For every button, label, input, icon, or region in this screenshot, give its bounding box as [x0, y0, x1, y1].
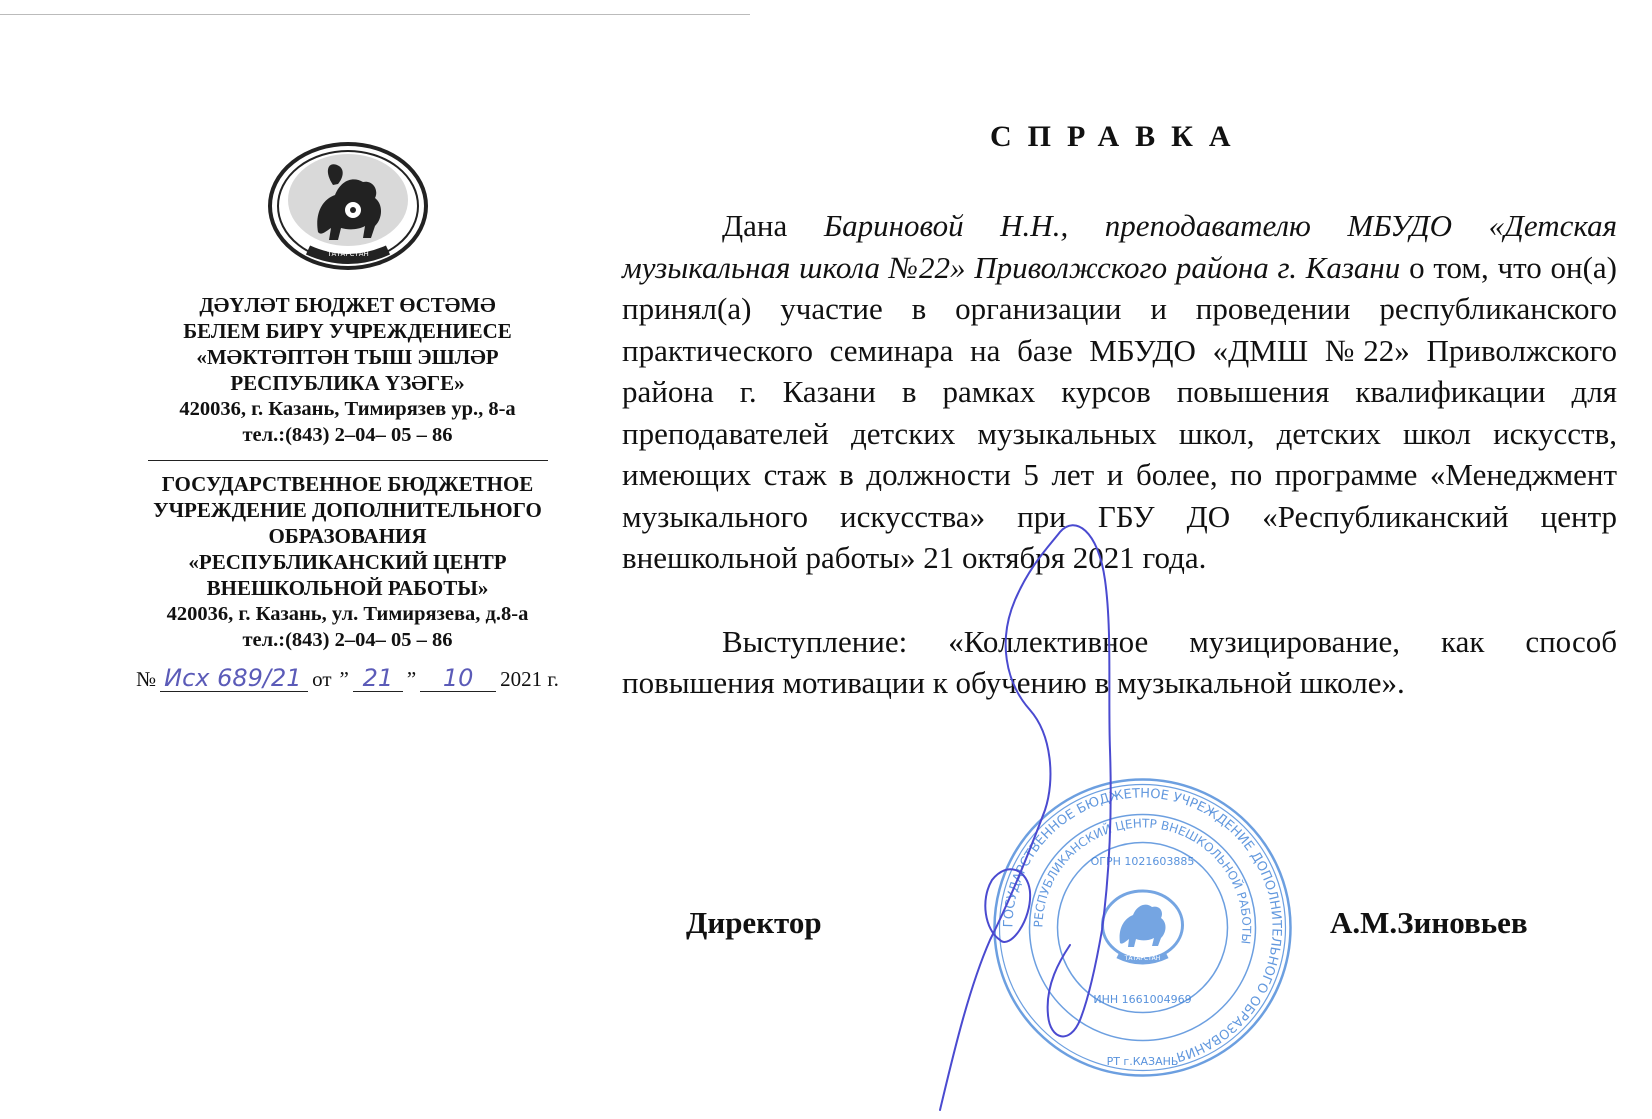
org-line: «РЕСПУБЛИКАНСКИЙ ЦЕНТР: [188, 550, 507, 574]
ref-no-label: №: [136, 667, 157, 691]
ref-year: 2021 г.: [500, 667, 559, 691]
tatarstan-emblem-icon: [263, 140, 433, 272]
body-text: Дана: [722, 208, 824, 243]
svg-text:ТАТАРСТАН: ТАТАРСТАН: [326, 250, 369, 258]
document-reference: [105, 665, 590, 692]
svg-text:ТАТАРСТАН: ТАТАРСТАН: [1124, 955, 1161, 962]
ref-number: Исх 689/21: [160, 665, 308, 692]
org-line: ДӘҮЛӘТ БЮДЖЕТ ӨСТӘМӘ: [199, 293, 496, 317]
phone-tatar: тел.:(843) 2–04– 05 – 86: [242, 424, 453, 446]
org-name-russian: [105, 471, 590, 601]
ref-quote-close: ”: [406, 667, 417, 691]
org-line: РЕСПУБЛИКА ҮЗӘГЕ»: [230, 371, 465, 395]
org-line: ОБРАЗОВАНИЯ: [268, 524, 427, 548]
body-text: о том, что он(а) принял(а) участие в организации и проведении республиканского практического семинара на базе МБУДО «ДМШ №22» Приволжского района г. Казани в рамках курсов повышения квалификации для преподавателей детских музыкальных школ, детских школ искусств, имеющих стаж в должности 5 лет и более, по программе «Менеджмент музыкального искусства» при ГБУ ДО «Республиканский центр внешкольной работы» 21 октября 2021 года.: [622, 249, 1617, 575]
org-line: БЕЛЕМ БИРҮ УЧРЕЖДЕНИЕСЕ: [183, 319, 512, 343]
svg-text:ОГРН 1021603885: ОГРН 1021603885: [1090, 855, 1195, 868]
address-russian: 420036, г. Казань, ул. Тимирязева, д.8-а: [166, 603, 529, 625]
scan-edge-line: [0, 14, 750, 15]
org-line: «МӘКТӘПТӘН ТЫШ ЭШЛӘР: [196, 345, 499, 369]
phone-russian: тел.:(843) 2–04– 05 – 86: [242, 629, 453, 651]
body-paragraph-1: [622, 205, 1617, 579]
letterhead: [105, 140, 590, 692]
ref-quote-open: ”: [339, 667, 349, 691]
org-line: ГОСУДАРСТВЕННОЕ БЮДЖЕТНОЕ: [161, 472, 534, 496]
org-name-tatar: [105, 292, 590, 396]
ref-month: 10: [420, 665, 496, 692]
svg-text:ГОСУДАРСТВЕННОЕ БЮДЖЕТНОЕ УЧРЕ: ГОСУДАРСТВЕННОЕ БЮДЖЕТНОЕ УЧРЕЖДЕНИЕ ДОПОЛНИТЕЛЬНОГО ОБРАЗОВАНИЯ: [1001, 786, 1284, 1064]
svg-text:ИНН 1661004969: ИНН 1661004969: [1093, 993, 1192, 1006]
document-body: [622, 205, 1617, 704]
official-stamp: [990, 775, 1295, 1080]
document-title: СПРАВКА: [990, 120, 1247, 153]
org-line: ВНЕШКОЛЬНОЙ РАБОТЫ»: [206, 576, 489, 600]
address-tatar: 420036, г. Казань, Тимирязев ур., 8-а: [179, 398, 516, 420]
svg-text:РТ г.КАЗАНЬ: РТ г.КАЗАНЬ: [1106, 1055, 1179, 1068]
body-paragraph-2: Выступление: «Коллективное музицирование, как способ повышения мотивации к обучению в музыкальной школе».: [622, 623, 1617, 700]
divider: [148, 460, 548, 461]
ref-from-label: от: [312, 667, 332, 691]
signer-name: А.М.Зиновьев: [1330, 905, 1528, 940]
org-line: УЧРЕЖДЕНИЕ ДОПОЛНИТЕЛЬНОГО: [153, 498, 542, 522]
signer-role: Директор: [686, 905, 822, 940]
ref-day: 21: [353, 665, 403, 692]
svg-text:РЕСПУБЛИКАНСКИЙ ЦЕНТР ВНЕШКОЛЬ: РЕСПУБЛИКАНСКИЙ ЦЕНТР ВНЕШКОЛЬНОЙ РАБОТЫ: [1031, 816, 1254, 945]
recipient-text: Бариновой Н.Н., преподавателю МБУДО «Детская музыкальная школа №22» Приволжского района г. Казани: [622, 208, 1617, 285]
